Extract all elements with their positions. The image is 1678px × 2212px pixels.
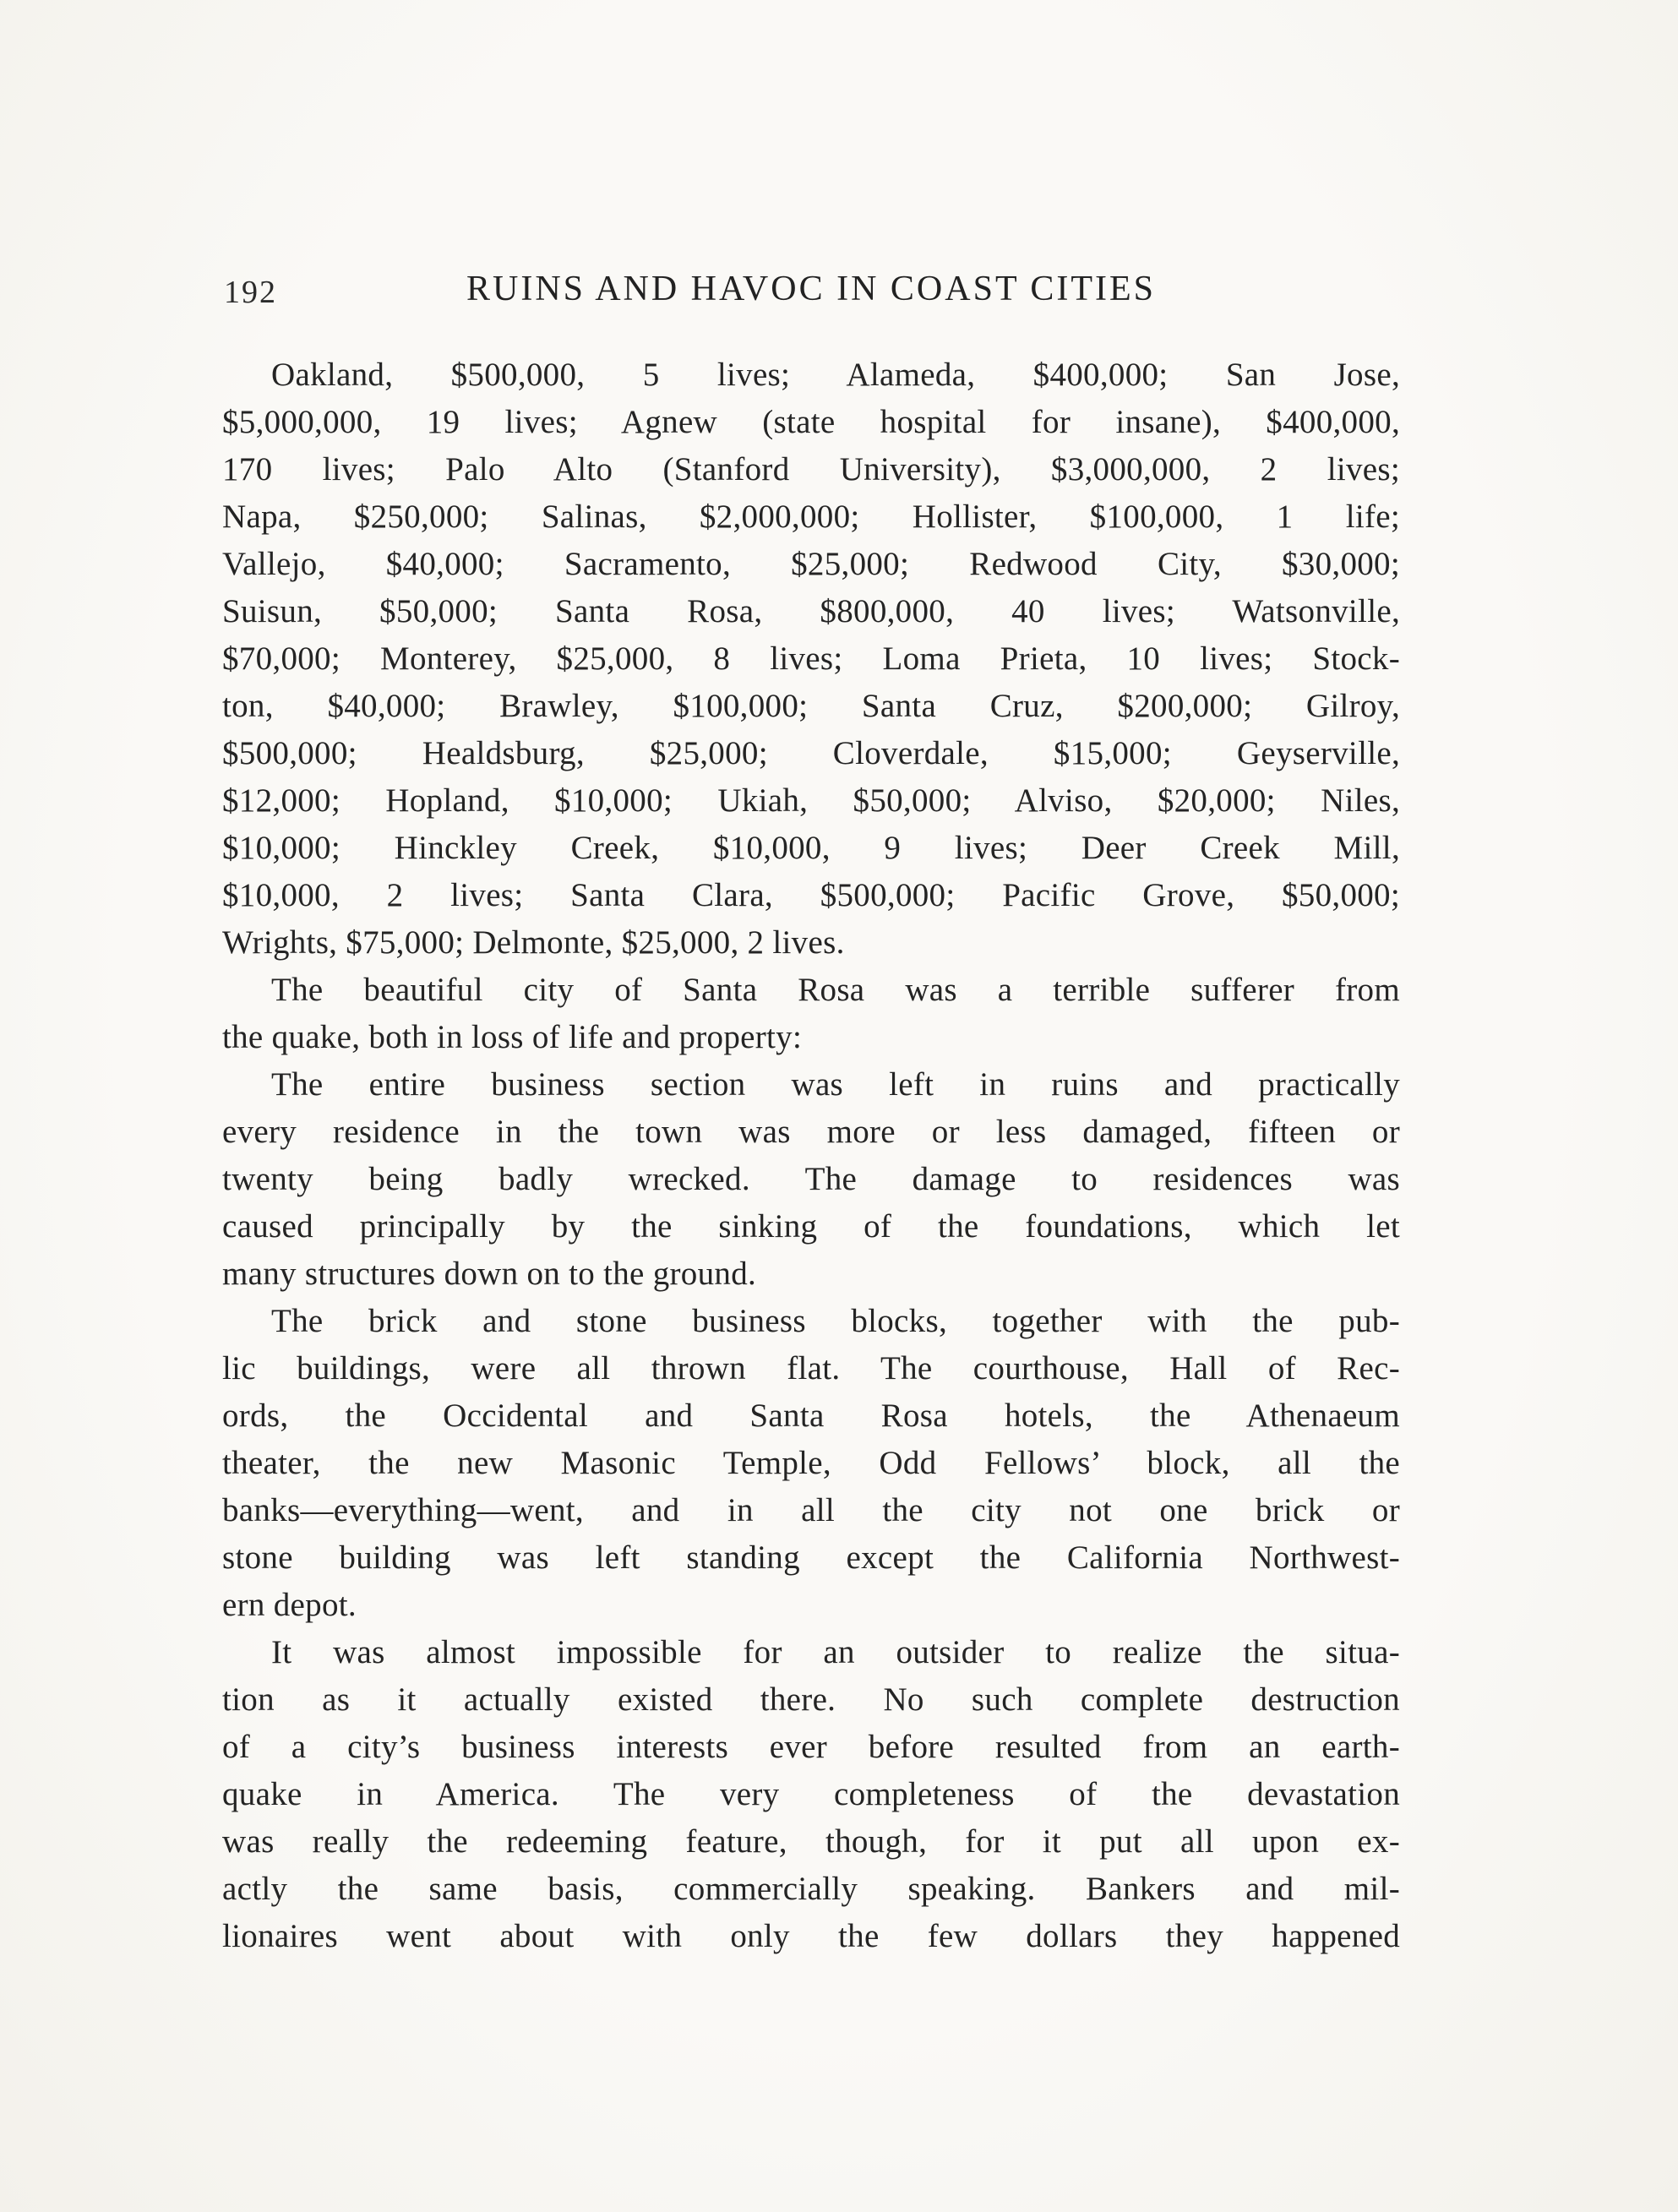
text-line: caused principally by the sinking of the foundations, which let — [222, 1208, 1400, 1245]
text-line: the quake, both in loss of life and property: — [222, 1019, 803, 1055]
page-content — [222, 269, 1400, 1960]
text-line: $10,000; Hinckley Creek, $10,000, 9 lives; Deer Creek Mill, — [222, 830, 1400, 866]
text-line: $12,000; Hopland, $10,000; Ukiah, $50,000; Alviso, $20,000; Niles, — [222, 782, 1400, 819]
text-line: of a city’s business interests ever before resulted from an earth- — [222, 1729, 1400, 1765]
text-line: The beautiful city of Santa Rosa was a terrible sufferer from — [271, 972, 1400, 1008]
text-line: quake in America. The very completeness of the devastation — [222, 1776, 1400, 1812]
text-line: It was almost impossible for an outsider to realize the situa- — [271, 1634, 1400, 1670]
text-line: $70,000; Monterey, $25,000, 8 lives; Loma Prieta, 10 lives; Stock- — [222, 640, 1400, 677]
text-line: lionaires went about with only the few dollars they happened — [222, 1918, 1400, 1954]
paragraph — [222, 1061, 1400, 1298]
paragraph — [222, 1298, 1400, 1629]
running-title: RUINS AND HAVOC IN COAST CITIES — [466, 270, 1157, 308]
text-line: banks—everything—went, and in all the city not one brick or — [222, 1492, 1400, 1528]
text-line: theater, the new Masonic Temple, Odd Fellows’ block, all the — [222, 1445, 1400, 1481]
paragraph — [222, 1629, 1400, 1960]
text-line: 170 lives; Palo Alto (Stanford University), $3,000,000, 2 lives; — [222, 451, 1400, 488]
text-line: Wrights, $75,000; Delmonte, $25,000, 2 lives. — [222, 924, 845, 961]
text-line: ern depot. — [222, 1587, 357, 1623]
text-line: lic buildings, were all thrown flat. The courthouse, Hall of Rec- — [222, 1350, 1400, 1387]
text-block — [222, 351, 1400, 1960]
text-line: was really the redeeming feature, though, for it put all upon ex- — [222, 1823, 1400, 1860]
text-line: every residence in the town was more or less damaged, fifteen or — [222, 1114, 1400, 1150]
text-line: actly the same basis, commercially speaking. Bankers and mil- — [222, 1871, 1400, 1907]
text-line: The brick and stone business blocks, together with the pub- — [271, 1303, 1400, 1339]
page-number: 192 — [224, 275, 277, 310]
text-line: twenty being badly wrecked. The damage to residences was — [222, 1161, 1400, 1197]
page-header — [222, 269, 1400, 318]
paragraph — [222, 351, 1400, 967]
text-line: many structures down on to the ground. — [222, 1256, 757, 1292]
text-line: $500,000; Healdsburg, $25,000; Cloverdale, $15,000; Geyserville, — [222, 735, 1400, 771]
text-line: Napa, $250,000; Salinas, $2,000,000; Hollister, $100,000, 1 life; — [222, 499, 1400, 535]
text-line: $10,000, 2 lives; Santa Clara, $500,000; Pacific Grove, $50,000; — [222, 877, 1400, 913]
text-line: ords, the Occidental and Santa Rosa hotels, the Athenaeum — [222, 1397, 1400, 1434]
text-line: stone building was left standing except the California Northwest- — [222, 1539, 1400, 1576]
text-line: Vallejo, $40,000; Sacramento, $25,000; Redwood City, $30,000; — [222, 546, 1400, 582]
paragraph — [222, 967, 1400, 1061]
text-line: $5,000,000, 19 lives; Agnew (state hospital for insane), $400,000, — [222, 404, 1400, 440]
text-line: Oakland, $500,000, 5 lives; Alameda, $400,000; San Jose, — [271, 357, 1400, 393]
text-line: Suisun, $50,000; Santa Rosa, $800,000, 40 lives; Watsonville, — [222, 593, 1400, 629]
text-line: ton, $40,000; Brawley, $100,000; Santa Cruz, $200,000; Gilroy, — [222, 688, 1400, 724]
text-line: The entire business section was left in ruins and practically — [271, 1066, 1400, 1103]
text-line: tion as it actually existed there. No such complete destruction — [222, 1681, 1400, 1718]
